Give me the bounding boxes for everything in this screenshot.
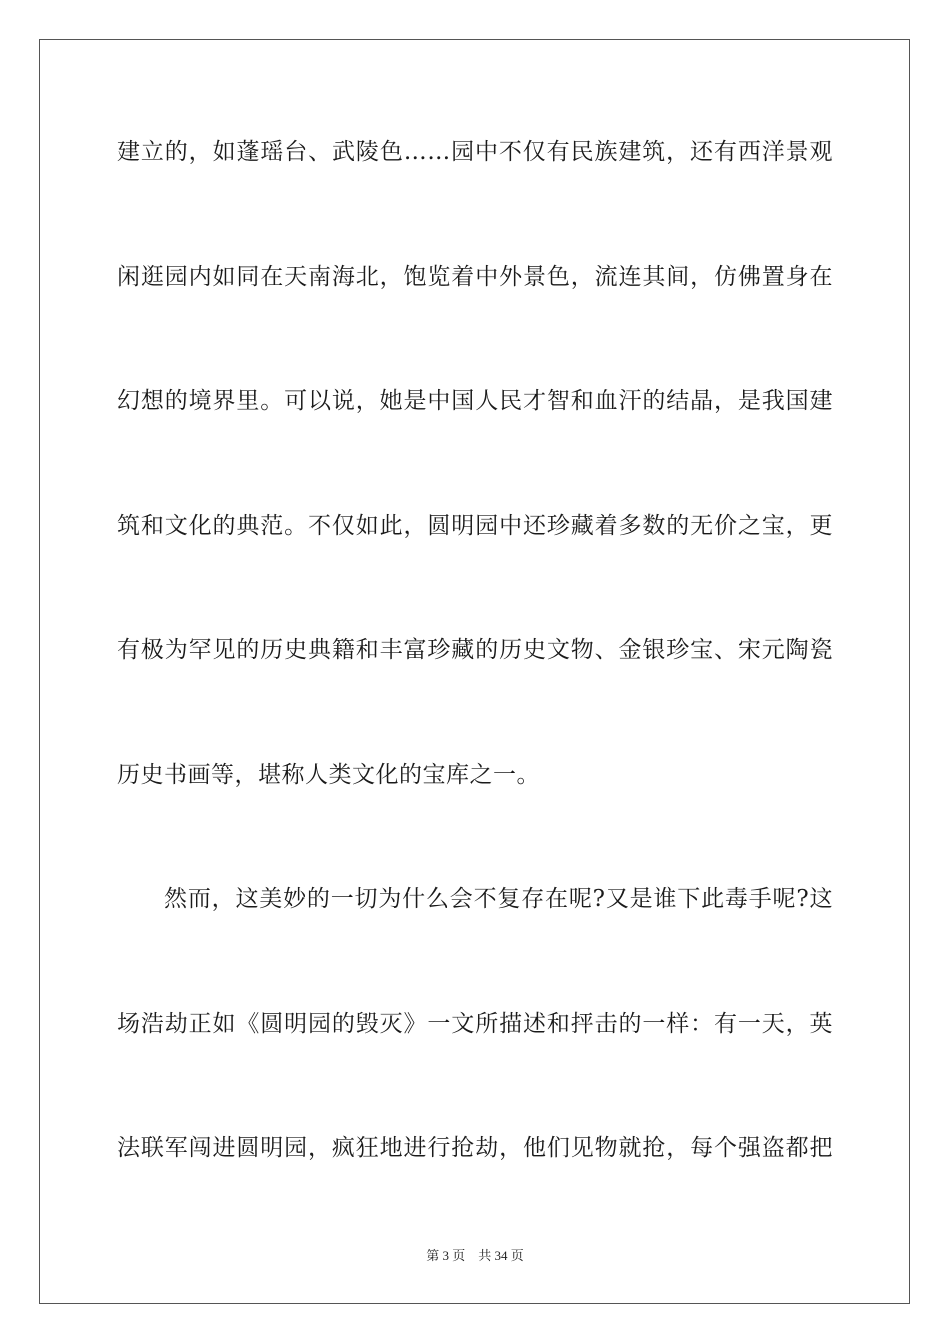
text-line-9: 法联军闯进圆明园，疯狂地进行抢劫，他们见物就抢，每个强盗都把 <box>117 1135 833 1161</box>
text-line-2: 闲逛园内如同在天南海北，饱览着中外景色，流连其间，仿佛置身在 <box>117 264 833 290</box>
page-border <box>39 39 910 1304</box>
text-line-6: 历史书画等，堪称人类文化的宝库之一。 <box>117 762 540 788</box>
text-line-1: 建立的，如蓬瑶台、武陵色……园中不仅有民族建筑，还有西洋景观 <box>117 139 833 165</box>
text-line-5: 有极为罕见的历史典籍和丰富珍藏的历史文物、金银珍宝、宋元陶瓷 <box>117 637 833 663</box>
text-line-8: 场浩劫正如《圆明园的毁灭》一文所描述和抨击的一样：有一天，英 <box>117 1011 833 1037</box>
text-line-3: 幻想的境界里。可以说，她是中国人民才智和血汗的结晶，是我国建 <box>117 388 833 414</box>
text-line-4: 筑和文化的典范。不仅如此，圆明园中还珍藏着多数的无价之宝，更 <box>117 513 833 539</box>
page-number-footer: 第 3 页 共 34 页 <box>426 1248 524 1263</box>
text-line-7: 然而，这美妙的一切为什么会不复存在呢?又是谁下此毒手呢?这 <box>164 886 833 912</box>
